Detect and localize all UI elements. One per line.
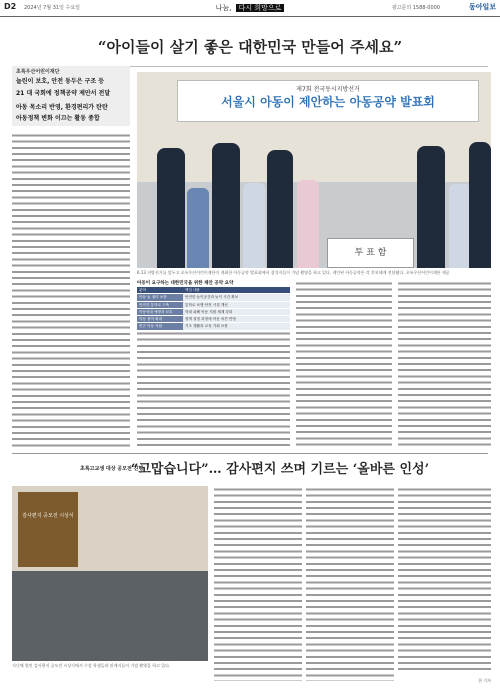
- section-highlight: 다시 희망으로: [236, 4, 285, 12]
- banner-big-text: 서울시 아동이 제안하는 아동공약 발표회: [221, 95, 435, 109]
- proposal-table: [137, 280, 290, 337]
- body-column-5: [214, 486, 302, 681]
- banner-small-text: 제7회 전국동시지방선거: [296, 86, 360, 93]
- ad-phone: 광고문의 1588-0000: [391, 5, 440, 11]
- table-row: 빈곤 아동 지원 기초 생활과 교육 기회 보장: [137, 323, 290, 330]
- photo-banner: [177, 80, 479, 122]
- body-column-2: [137, 330, 290, 448]
- photo-caption-2: 지난해 열린 감사편지 공모전 시상식에서 수상 학생들과 관계자들이 기념 촬영을 하고 있다.: [12, 663, 171, 668]
- byline: 한 기자: [478, 678, 491, 683]
- event-photo: [137, 72, 491, 268]
- body-column-3: [296, 280, 392, 448]
- issue-date: 2024년 7월 31일 수요일: [24, 5, 81, 11]
- body-column-6: [306, 486, 394, 681]
- stage-sign: 감사편지 공모전 시상식: [18, 492, 78, 567]
- table-row: 아동학대 예방과 보호 학대 피해 아동 지원 체계 강화: [137, 309, 290, 316]
- subhead-3: 아동 목소리 반영, 환경편리가 탄탄: [16, 104, 108, 111]
- headline-main: “아이들이 살기 좋은 대한민국 만들어 주세요”: [97, 38, 403, 56]
- body-column-4: [398, 280, 491, 448]
- table-header-left: 분야: [137, 287, 183, 293]
- ceremony-photo: [12, 486, 208, 661]
- section-prefix: 나눔,: [215, 4, 232, 12]
- table-row: 아동 참여 확대 정책 결정 과정에 아동 의견 반영: [137, 316, 290, 323]
- page-number: D2: [4, 2, 17, 11]
- subhead-2: 21 대 국회에 정책공약 제안서 전달: [16, 90, 111, 97]
- table-header: [137, 287, 290, 294]
- body-column-7: [398, 486, 491, 674]
- ballot-box: 투 표 함: [327, 238, 414, 268]
- table-header-right: 핵심 내용: [183, 287, 290, 293]
- section-divider: [12, 453, 488, 454]
- headline-second: “고맙습니다”… 감사편지 쓰며 기르는 ‘올바른 인성’: [130, 462, 430, 477]
- table-title: 아동이 요구하는 대한민국을 위한 제안 공약 요약: [137, 281, 234, 286]
- body-column-1: [12, 132, 130, 447]
- photo-caption-1: 6.13 지방선거를 앞두고 초록우산어린이재단이 개최한 아동공약 발표회에서 참석자들이 기념 촬영을 하고 있다. 제안된 아동공약은 각 후보에게 전달됐다. 초록우산어린이재단 제공: [137, 270, 450, 275]
- table-row: 안전한 통학로 구축 통학로 보행 안전 시설 개선: [137, 302, 290, 309]
- kicker: 초록우산어린이재단: [16, 69, 60, 75]
- table-row: 아동 놀 권리 보장 안전한 놀이공간과 놀이 시간 확보: [137, 294, 290, 301]
- article2-tag: 초록고교생 대상 공모전 진행: [80, 466, 144, 472]
- subhead-4: 아동정책 변화 이끄는 활동 종합: [16, 115, 100, 122]
- newspaper-logo: 동아일보: [468, 3, 496, 11]
- group-crowd: [12, 571, 208, 661]
- page-header: [0, 0, 500, 17]
- subhead-1: 놀린이 보호, 안전 동두은 구조 등: [16, 78, 105, 85]
